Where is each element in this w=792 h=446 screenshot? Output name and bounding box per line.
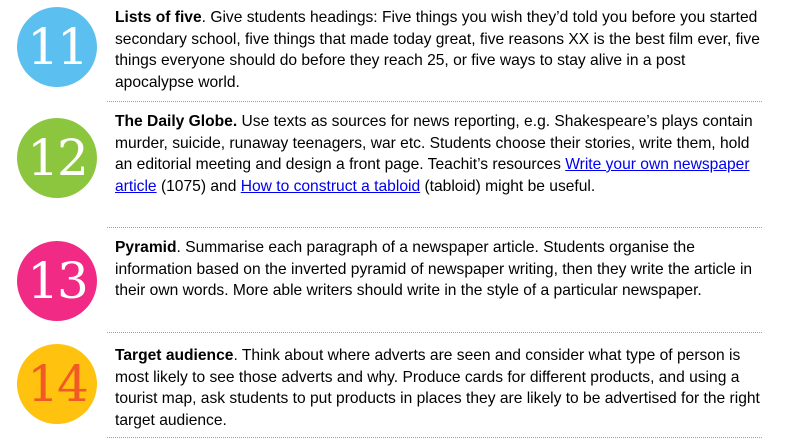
number-badge-13 [17, 241, 97, 321]
divider [107, 227, 762, 228]
item-heading: The Daily Globe. [115, 113, 238, 130]
item-body: . Think about where adverts are seen and consider what type of person is most likely to see those adverts and why. Produce cards for different products, and using a tourist map, ask students to put products in places they are likely to be advertised for the right target audience. [115, 347, 760, 429]
item-text [115, 111, 765, 197]
item-body-start: Use texts as sources for news reporting, e.g. Shakespeare’s plays contain murder, suicide, runaway teenagers, war etc. Students choose their stories, write them, hold an editorial meeting and design a front page. Teachit’s resources [115, 113, 753, 173]
divider [107, 101, 762, 102]
item-heading: Pyramid [115, 239, 177, 256]
badge-number: 14 [27, 355, 87, 413]
item-text [115, 7, 765, 93]
number-badge-11 [17, 7, 97, 87]
divider [107, 437, 762, 438]
item-body-end: (tabloid) might be useful. [420, 177, 596, 195]
newspaper-article-link[interactable]: Write your own newspaper article [115, 156, 750, 195]
divider [107, 332, 762, 333]
number-badge-12 [17, 118, 97, 198]
item-text [115, 237, 765, 302]
badge-number: 13 [27, 252, 87, 310]
item-body: . Give students headings: Five things you wish they’d told you before you started secondary school, five things that made today great, five reasons XX is the best film ever, five things everyone should do before they reach 25, or five ways to stay alive in a post apocalypse world. [115, 9, 760, 91]
item-heading: Lists of five [115, 9, 202, 26]
number-badge-14 [17, 344, 97, 424]
item-text [115, 345, 765, 431]
item-body-between: (1075) and [156, 177, 241, 195]
badge-number: 11 [27, 18, 87, 76]
item-heading: Target audience [115, 347, 234, 364]
item-body: . Summarise each paragraph of a newspaper article. Students organise the information based on the inverted pyramid of newspaper writing, then they write the article in their own words. More able writers should write in the style of a particular newspaper. [115, 239, 753, 299]
tabloid-link[interactable]: How to construct a tabloid [240, 177, 421, 195]
badge-number: 12 [27, 129, 87, 187]
